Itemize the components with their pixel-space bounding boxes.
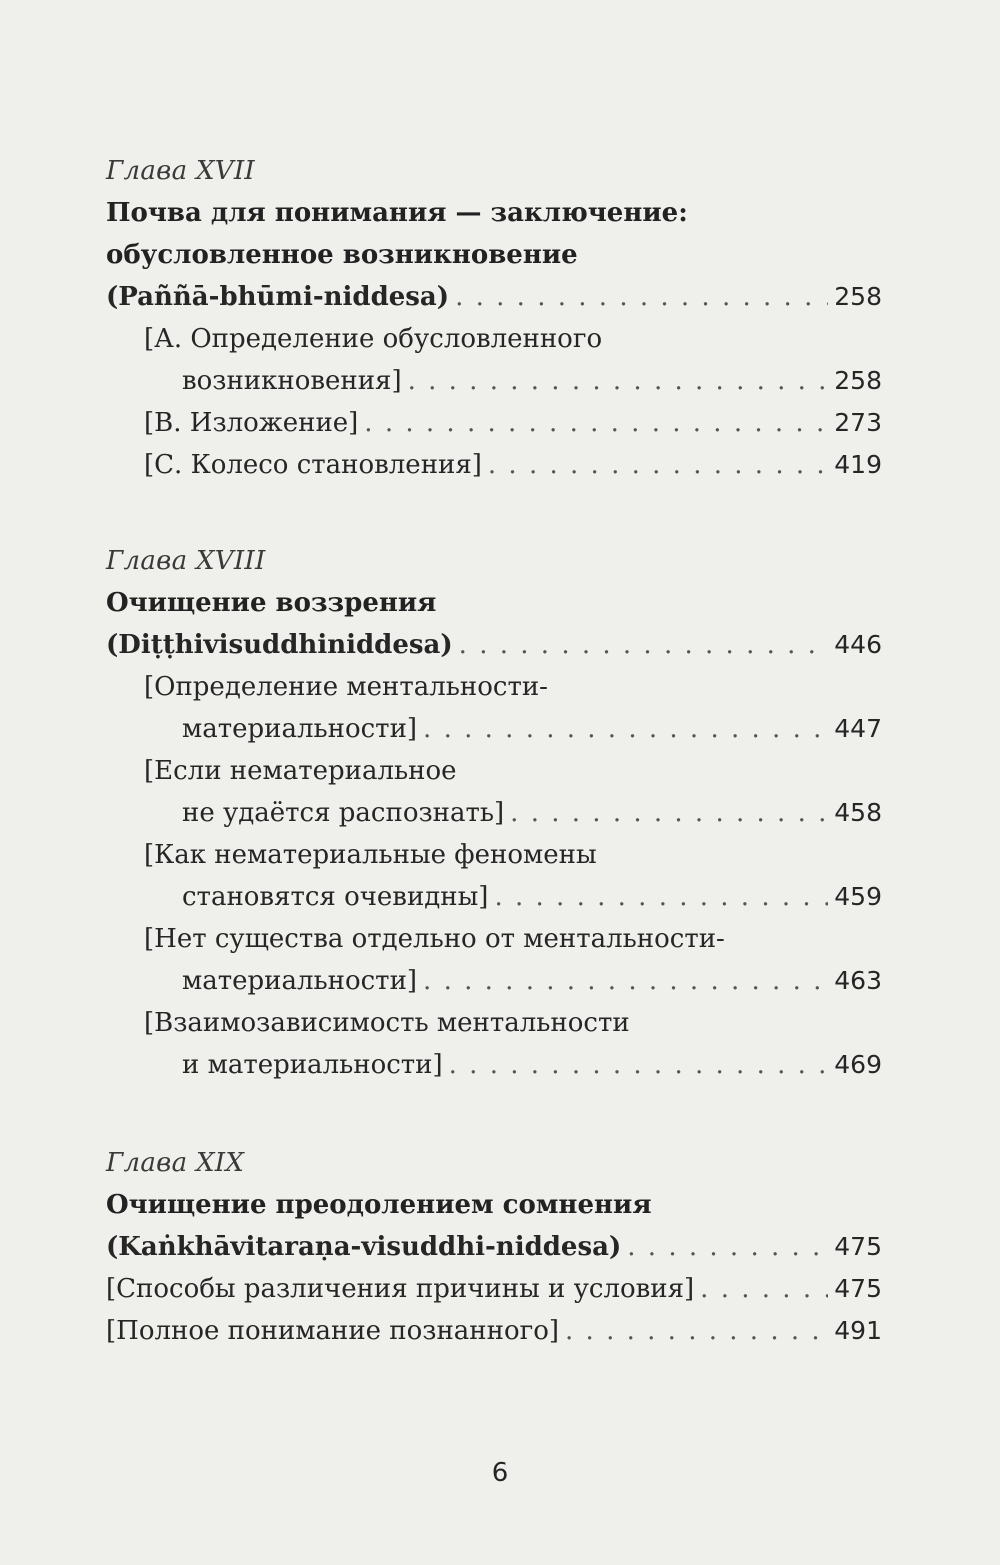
page-ref: 447 — [834, 714, 882, 743]
entry-text: [В. Изложение] — [144, 408, 359, 438]
page-ref: 491 — [834, 1316, 882, 1345]
toc-entry[interactable] — [106, 708, 882, 750]
entry-text: [С. Колесо становления] — [144, 450, 482, 480]
leader-dots — [700, 1268, 828, 1310]
leader-dots — [565, 1310, 828, 1352]
entry-text: [Способы различения причины и условия] — [106, 1274, 695, 1304]
page-ref: 469 — [834, 1050, 882, 1079]
page-ref: 419 — [834, 450, 882, 479]
entry-text: (Kaṅkhāvitaraṇa-visuddhi-niddesa) — [106, 1232, 622, 1262]
page-ref: 463 — [834, 966, 882, 995]
entry-text: [Взаимозависимость ментальности — [144, 1008, 630, 1038]
page-ref: 475 — [834, 1232, 882, 1261]
toc-entry[interactable] — [106, 402, 882, 444]
toc-entry[interactable] — [106, 876, 882, 918]
entry-text: (Paññā-bhūmi-niddesa) — [106, 282, 450, 312]
leader-dots — [408, 360, 829, 402]
leader-dots — [449, 1044, 829, 1086]
page-ref: 459 — [834, 882, 882, 911]
entry-text: [А. Определение обусловленного — [144, 324, 603, 354]
leader-dots — [627, 1226, 828, 1268]
toc-entry[interactable] — [106, 1310, 882, 1352]
entry-text: [Определение ментальности- — [144, 672, 548, 702]
entry-text: (Diṭṭhivisuddhiniddesa) — [106, 630, 453, 660]
chapter-label: Глава XVIII — [106, 546, 266, 576]
toc-entry[interactable] — [106, 360, 882, 402]
chapter-title-line: Почва для понимания — заключение: — [106, 198, 688, 228]
leader-dots — [459, 624, 829, 666]
page-ref: 273 — [834, 408, 882, 437]
page-ref: 446 — [834, 630, 882, 659]
chapter-title-line: Очищение преодолением сомнения — [106, 1190, 652, 1220]
toc-entry[interactable] — [106, 1044, 882, 1086]
entry-text: [Нет существа отдельно от ментальности- — [144, 924, 725, 954]
page-ref: 258 — [834, 366, 882, 395]
page-number: 6 — [491, 1458, 509, 1488]
page-ref: 258 — [834, 282, 882, 311]
leader-dots — [494, 876, 828, 918]
toc-entry-main[interactable] — [106, 1226, 882, 1268]
leader-dots — [423, 708, 828, 750]
leader-dots — [423, 960, 828, 1002]
entry-text: не удаётся распознать] — [182, 798, 505, 828]
leader-dots — [364, 402, 828, 444]
entry-text: и материальности] — [182, 1050, 443, 1080]
chapter-17 — [106, 150, 882, 486]
leader-dots — [455, 276, 828, 318]
chapter-18 — [106, 540, 882, 1086]
entry-text: [Как нематериальные феномены — [144, 840, 597, 870]
chapter-label: Глава XIX — [106, 1148, 245, 1178]
toc-entry[interactable] — [106, 960, 882, 1002]
entry-text: [Если нематериальное — [144, 756, 457, 786]
leader-dots — [488, 444, 828, 486]
chapter-title-line: обусловленное возникновение — [106, 240, 578, 270]
page-ref: 458 — [834, 798, 882, 827]
chapter-19 — [106, 1142, 882, 1352]
entry-text: [Полное понимание познанного] — [106, 1316, 560, 1346]
toc-entry[interactable] — [106, 792, 882, 834]
toc-entry[interactable] — [106, 444, 882, 486]
leader-dots — [510, 792, 828, 834]
page-ref: 475 — [834, 1274, 882, 1303]
entry-text: становятся очевидны] — [182, 882, 489, 912]
entry-text: материальности] — [182, 714, 418, 744]
toc-entry[interactable] — [106, 1268, 882, 1310]
entry-text: материальности] — [182, 966, 418, 996]
entry-text: возникновения] — [182, 366, 402, 396]
chapter-label: Глава XVII — [106, 156, 255, 186]
toc-entry-main[interactable] — [106, 276, 882, 318]
chapter-title-line: Очищение воззрения — [106, 588, 437, 618]
toc-entry-main[interactable] — [106, 624, 882, 666]
